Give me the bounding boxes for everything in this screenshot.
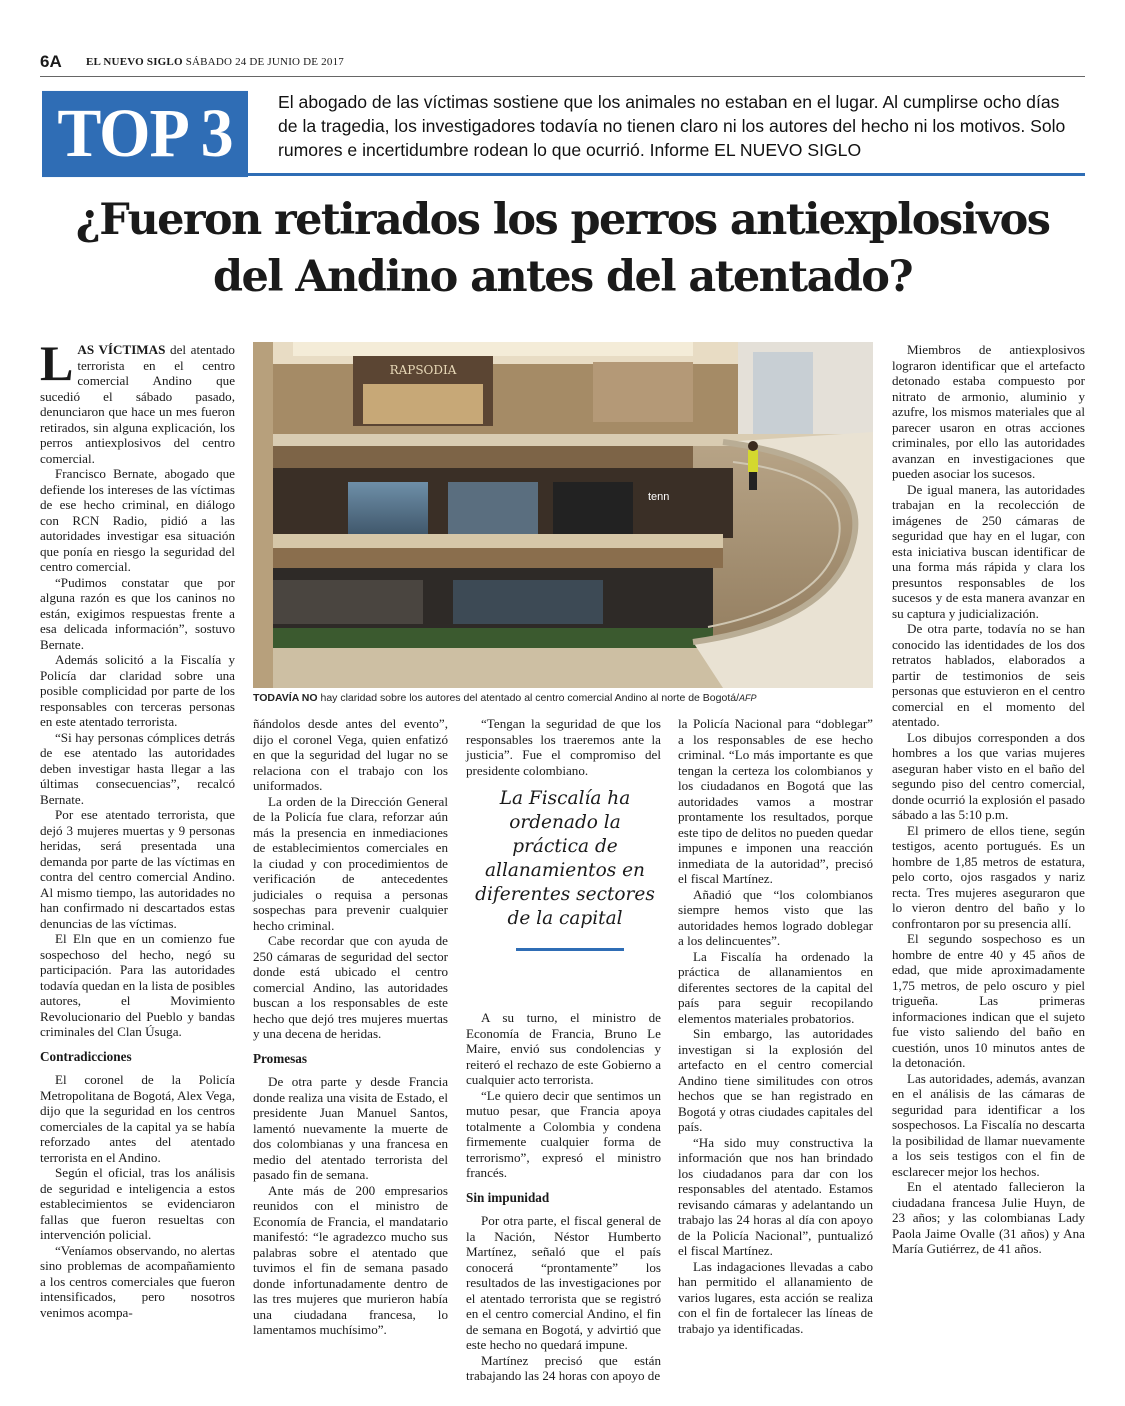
headline-line-1: ¿Fueron retirados los perros antiexplosivos [75, 195, 1050, 245]
store-sign-1: RAPSODIA [389, 363, 457, 377]
headline [30, 192, 1095, 306]
paragraph: El Eln que en un comienzo fue sospechoso del hecho, negó su participación. Para las autoridades todavía quedan en la lista de posibles autores, el Movimiento Revolucionario del Pueblo y bandas criminales del Clan Úsuga. [40, 931, 235, 1039]
paragraph: “Pudimos constatar que por alguna razón es que los caninos no están, exigimos respuestas frente a esa delicada información”, sostuvo Bernate. [40, 574, 235, 652]
paragraph-text: del atentado terrorista en el centro comercial Andino que sucedió el sábado pasado, denunciaron que hace un mes fueron retirados, sin alguna explicación, los perros antiexplosivos del centro comercial. [40, 342, 235, 466]
subhead-contradicciones: Contradicciones [40, 1048, 132, 1064]
headline-line-2: del Andino antes del atentado? [213, 252, 912, 302]
caption-credit: AFP [739, 693, 757, 703]
caption-text: hay claridad sobre los autores del atentado al centro comercial Andino al norte de Bogotá/ [317, 692, 739, 704]
paragraph: ñándolos desde antes del evento”, dijo el coronel Vega, quien enfatizó en que la seguridad del lugar no se relaciona con el trabajo con los uniformados. [253, 716, 448, 793]
paragraph: “Le quiero decir que sentimos un mutuo pesar, que Francia apoya totalmente a Colombia y condena firmemente cualquier forma de terrorismo”, expresó el ministro francés. [466, 1087, 661, 1180]
paragraph: Según el oficial, tras los análisis de seguridad e inteligencia a estos establecimientos se evidenciaron fallas que fueron resueltas con intervención policial. [40, 1165, 235, 1242]
paragraph: El segundo sospechoso es un hombre de entre 40 y 45 años de edad, que mide aproximadamente 1,75 metros, de pelo oscuro y piel trigueña. Las primeras informaciones indican que el sujeto fue visto saliendo del baño en cuestión, unos 10 minutos antes de la detonación. [892, 931, 1085, 1070]
subhead-promesas: Promesas [253, 1050, 307, 1066]
paragraph: De otra parte y desde Francia donde realiza una visita de Estado, el presidente Juan Manuel Santos, lamentó nuevamente la muerte de dos colombianas y una francesa en medio del atentado terrorista del pasado fin de semana. [253, 1074, 448, 1182]
lead-text: El abogado de las víctimas sostiene que los animales no estaban en el lugar. Al cumplirse ocho días de la tragedia, los investigadores todavía no tienen claro ni los autores del hecho ni los motivos. Solo rumores e incertidumbre rodean lo que ocurrió. Informe [278, 92, 1066, 160]
paragraph: Los dibujos corresponden a dos hombres a los que varias mujeres aseguran haber visto en el baño del segundo piso del centro comercial, donde ocurrió la explosión el pasado sábado a las 5:10 p.m. [892, 729, 1085, 822]
paragraph: De otra parte, todavía no se han conocido las identidades de los dos retratos hablados, elaborados a partir de testimonios de seis personas que estuvieron en el centro comercial en el momento del atentado. [892, 621, 1085, 729]
paragraph: La orden de la Dirección General de la Policía fue clara, reforzar aún más la presencia en inmediaciones de establecimientos comerciales en la ciudad y con procedimientos de verificación de antecedentes judiciales o requisa a personas sospechas para prevenir cualquier hecho criminal. [253, 793, 448, 933]
article-column-2 [253, 716, 448, 1338]
paragraph: Las autoridades, además, avanzan en el análisis de las cámaras de seguridad para identificar a los sospechosos. La Fiscalía no descarta la posibilidad de llamar nuevamente a los seis testigos con el fin de esclarecer mejor los hechos. [892, 1070, 1085, 1179]
paragraph: Cabe recordar que con ayuda de 250 cámaras de seguridad del sector donde está ubicado el centro comercial Andino, las autoridades buscan a los responsables de este hecho que dejó tres mujeres muertas y una decena de heridas. [253, 933, 448, 1041]
article-column-4 [678, 716, 873, 1336]
header-rule [40, 76, 1085, 77]
paragraph: Ante más de 200 empresarios reunidos con el ministro de Economía de Francia, el mandatario manifestó: “le agradezco mucho sus palabras sobre el atentado que tuvimos el fin de semana pasado donde infortunadamente dentro de las tres mujeres que murieron había una ciudadana francesa, lo lamentamos muchísimo”. [253, 1182, 448, 1337]
pull-quote: La Fiscalía ha ordenado la práctica de allanamientos en diferentes sectores de la capital [475, 788, 655, 929]
paragraph: “Veníamos observando, no alertas sino problemas de acompañamiento a los centros comerciales que fueron intensificados, pero nosotros venimos acompa- [40, 1242, 235, 1320]
caption-lead: TODAVÍA NO [253, 692, 318, 704]
paragraph: la Policía Nacional para “doblegar” a los responsables de ese hecho criminal. “Lo más importante es que tengan la certeza los colombianos y los ciudadanos en Bogotá que las autoridades vamos a mostrar prontamente los resultados, porque este tipo de delitos no pueden quedar impunes e imponen una reacción inmediata de la autoridad”, precisó el fiscal Martínez. [678, 716, 873, 886]
article-photo [253, 342, 873, 688]
mall-atrium-image [253, 342, 873, 688]
publication-name: EL NUEVO SIGLO [86, 56, 183, 68]
paragraph: Por otra parte, el fiscal general de la Nación, Néstor Humberto Martínez, señaló que el país conocerá “prontamente” los resultados de las investigaciones por el atentado terrorista que se registró en el centro comercial Andino, el fin de semana en Bogotá, y advirtió que este hecho no quedará impune. [466, 1213, 661, 1352]
lead-brand: EL NUEVO SIGLO [714, 140, 862, 160]
paragraph: Sin embargo, las autoridades investigan si la explosión del artefacto en el centro comercial Andino tiene similitudes con otros hechos que se han registrado en Bogotá y otras ciudades capitales del país. [678, 1026, 873, 1134]
paragraph: Además solicitó a la Fiscalía y Policía dar claridad sobre una posible complicidad por parte de los responsables con terceras personas en este atentado terrorista. [40, 652, 235, 729]
publication-line [86, 56, 344, 68]
paragraph: “Si hay personas cómplices detrás de ese atentado las autoridades deben investigar hasta llegar a las últimas consecuencias”, recalcó Bernate. [40, 729, 235, 807]
paragraph: El coronel de la Policía Metropolitana de Bogotá, Alex Vega, dijo que la seguridad en los centros comerciales de la capital ya se había reforzado antes del atentado terrorista en el Andino. [40, 1072, 235, 1165]
subhead-sin-impunidad: Sin impunidad [466, 1189, 550, 1205]
paragraph: Por ese atentado terrorista, que dejó 3 mujeres muertas y 9 personas heridas, será presentada una demanda por parte de las víctimas en contra del centro comercial Andino. Al mismo tiempo, las autoridades no han confirmado ni descartados estas denuncias de las víctimas. [40, 807, 235, 931]
photo-caption [253, 692, 873, 704]
paragraph: A su turno, el ministro de Economía de Francia, Bruno Le Maire, envió sus condolencias y reiteró el rechazo de este Gobierno a cualquier acto terrorista. [466, 1010, 661, 1087]
page-number: 6A [40, 52, 62, 71]
paragraph: Añadió que “los colombianos siempre hemos visto que las autoridades hemos logrado doblegar a los delincuentes”. [678, 886, 873, 948]
article-column-1 [40, 335, 235, 1320]
paragraph: “Ha sido muy constructiva la información que nos han brindado los ciudadanos para dar con los responsables del atentado. Estamos revisando cámaras y adelantando un trabajo las 24 horas al día con apoyo de la Policía Nacional”, puntualizó el fiscal Martínez. [678, 1134, 873, 1258]
paragraph: Miembros de antiexplosivos lograron identificar que el artefacto detonado estaba compuesto por nitrato de armonio, aluminio y azufre, los mismos materiales que al parecer usaron en otras acciones criminales, por ello las autoridades avanzan en investigaciones que pueden asociar los sucesos. [892, 342, 1085, 481]
article-lead [278, 90, 1078, 162]
paragraph: Martínez precisó que están trabajando las 24 horas con apoyo de [466, 1352, 661, 1383]
paragraph: En el atentado fallecieron la ciudadana francesa Julie Huyn, de 23 años; y las colombianas Lady Paola Jaime Ovalle (31 años) y Ana María Gutiérrez, de 41 años. [892, 1179, 1085, 1256]
store-sign-2: tenn [648, 491, 670, 503]
article-column-5 [892, 342, 1085, 1257]
paragraph [40, 335, 235, 466]
drop-cap: L [40, 335, 74, 391]
paragraph: El primero de ellos tiene, según testigos, acento portugués. Es un hombre de 1,85 metros de estatura, pelo corto, ojos rasgados y nariz recta. Tres mujeres aseguraron que lo vieron dentro del baño y lo confrontaron por su presencia allí. [892, 822, 1085, 931]
pull-quote-rule [516, 948, 624, 951]
section-tag: TOP 3 [42, 91, 248, 177]
lead-rule [248, 173, 1085, 176]
paragraph: Francisco Bernate, abogado que defiende los intereses de las víctimas de ese hecho criminal, en diálogo con RCN Radio, pidió a las autoridades investigar esa situación que ponía en riesgo la seguridad del centro comercial. [40, 466, 235, 574]
paragraph: Las indagaciones llevadas a cabo han permitido el allanamiento de varios lugares, esta acción se realiza con el fin de fortalecer las líneas de trabajo ya identificadas. [678, 1258, 873, 1336]
paragraph: De igual manera, las autoridades trabajan en la recolección de imágenes de 250 cámaras de seguridad que hay en el lugar, con esta iniciativa buscan identificar de una forma más rápida y clara los presuntos responsables de los sucesos y de esta manera avanzar en su captura y judicialización. [892, 481, 1085, 621]
lead-caps: AS VÍCTIMAS [77, 342, 166, 357]
paragraph: “Tengan la seguridad de que los responsables los traeremos ante la justicia”. Fue el compromiso del presidente colombiano. [466, 716, 661, 778]
paragraph: La Fiscalía ha ordenado la práctica de allanamientos en diferentes sectores de la capital del país para seguir recopilando elementos materiales probatorios. [678, 948, 873, 1026]
publication-date: SÁBADO 24 DE JUNIO DE 2017 [185, 56, 344, 68]
